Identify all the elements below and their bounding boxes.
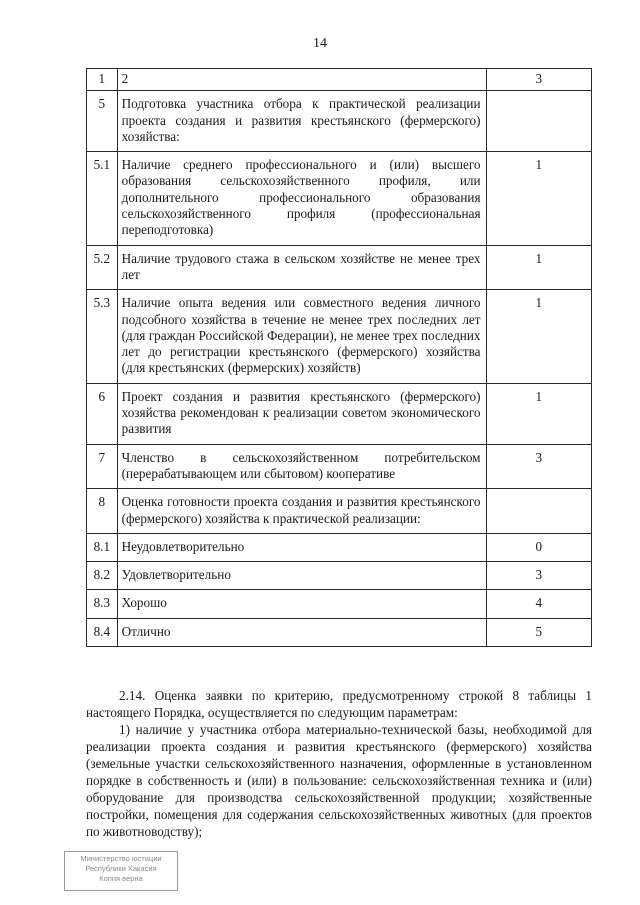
header-cell-number: 1 [87,69,118,91]
row-score [486,91,591,152]
row-score: 0 [486,533,591,561]
row-score: 3 [486,444,591,489]
row-criterion: Хорошо [117,590,486,618]
row-score: 1 [486,290,591,383]
stamp-line: Министерство юстиции [80,854,162,863]
row-number: 8.1 [87,533,118,561]
table-row [87,562,592,590]
body-text [86,687,592,840]
row-score [486,489,591,534]
table-row [87,152,592,245]
row-criterion: Членство в сельскохозяйственном потребительском (перерабатывающем или сбытовом) кооперативе [117,444,486,489]
row-criterion: Проект создания и развития крестьянского (фермерского) хозяйства рекомендован к реализации советом экономического развития [117,383,486,444]
row-number: 7 [87,444,118,489]
row-number: 8.2 [87,562,118,590]
stamp-line: Копия верна [99,874,143,883]
certification-stamp [64,851,178,891]
row-score: 4 [486,590,591,618]
header-cell-score: 3 [486,69,591,91]
row-criterion: Неудовлетворительно [117,533,486,561]
criteria-table [86,68,592,647]
stamp-line: Республики Хакасия [85,864,157,873]
row-number: 5.2 [87,245,118,290]
row-score: 1 [486,245,591,290]
table-row [87,533,592,561]
row-number: 5.3 [87,290,118,383]
row-criterion: Наличие среднего профессионального и (или) высшего образования сельскохозяйственного профиля, или дополнительного профессионального образования сельскохозяйственного профиля (профессиональная переподготовка) [117,152,486,245]
row-score: 1 [486,152,591,245]
row-criterion: Наличие трудового стажа в сельском хозяйстве не менее трех лет [117,245,486,290]
row-score: 1 [486,383,591,444]
row-criterion: Подготовка участника отбора к практической реализации проекта создания и развития крестьянского (фермерского) хозяйства: [117,91,486,152]
row-number: 5 [87,91,118,152]
paragraph-item-1: 1) наличие у участника отбора материально-технической базы, необходимой для реализации проекта создания и развития крестьянского (фермерского) хозяйства (земельные участки сельскохозяйственного назначения, оформленные в установленном порядке в собственность и (или) в пользование: сельскохозяйственная техника и (или) оборудование для производства сельскохозяйственной продукции; хозяйственные постройки, помещения для содержания сельскохозяйственных животных (для проектов по животноводству); [86,722,592,839]
row-criterion: Оценка готовности проекта создания и развития крестьянского (фермерского) хозяйства к практической реализации: [117,489,486,534]
page-number: 14 [313,36,327,51]
row-number: 8.4 [87,618,118,646]
row-number: 8 [87,489,118,534]
row-number: 8.3 [87,590,118,618]
row-score: 3 [486,562,591,590]
table-row [87,489,592,534]
row-criterion: Отлично [117,618,486,646]
paragraph-2-14: 2.14. Оценка заявки по критерию, предусмотренному строкой 8 таблицы 1 настоящего Порядка, осуществляется по следующим параметрам: [86,688,592,720]
table-row [87,618,592,646]
table-row [87,245,592,290]
row-number: 5.1 [87,152,118,245]
row-criterion: Удовлетворительно [117,562,486,590]
table-header-row [87,69,592,91]
table-row [87,91,592,152]
header-cell-criterion: 2 [117,69,486,91]
row-criterion: Наличие опыта ведения или совместного ведения личного подсобного хозяйства в течение не менее трех последних лет (для граждан Российской Федерации), не менее трех последних лет до регистрации крестьянского (фермерского) хозяйства (для крестьянских (фермерских) хозяйств) [117,290,486,383]
table-row [87,590,592,618]
table-row [87,383,592,444]
table-row [87,290,592,383]
criteria-table-body [87,69,592,647]
row-number: 6 [87,383,118,444]
table-row [87,444,592,489]
row-score: 5 [486,618,591,646]
